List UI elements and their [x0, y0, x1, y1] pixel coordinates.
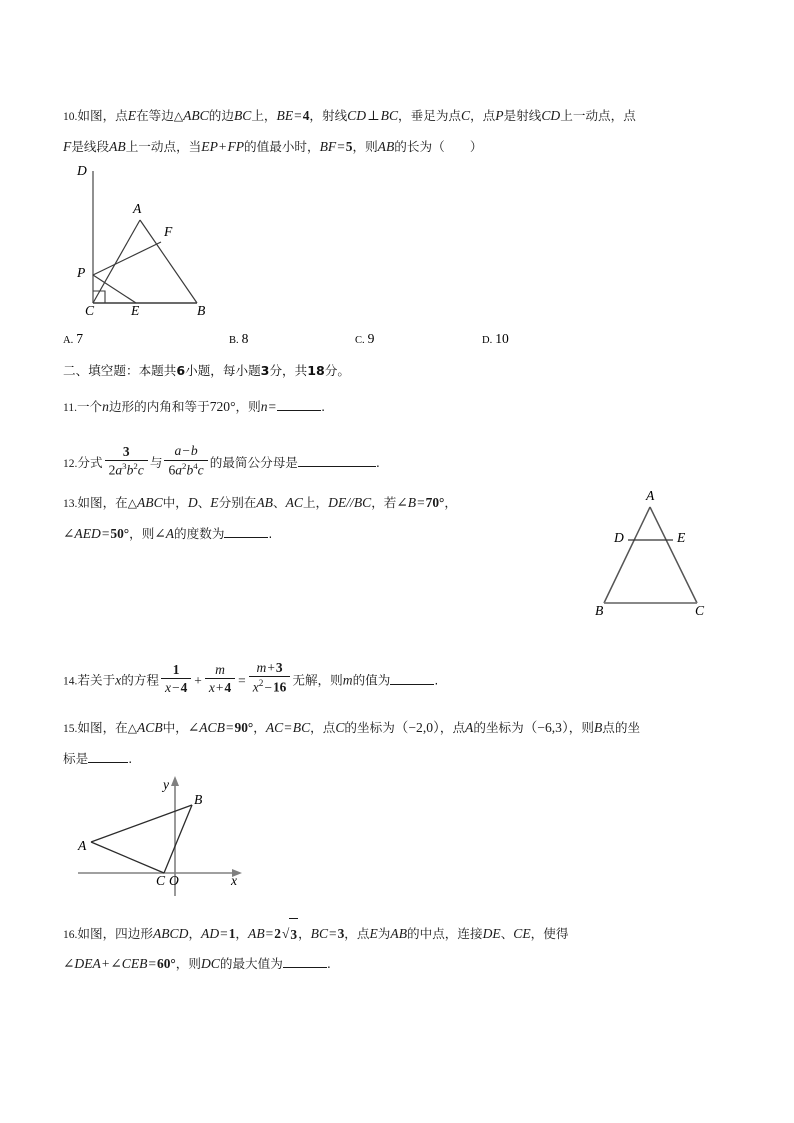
q13-text-2: 中， — [162, 495, 188, 510]
q10-label-f: F — [164, 224, 173, 239]
q10-text-5: 射线 — [321, 108, 348, 123]
q15-text-10: 标是 — [63, 751, 89, 766]
q10-label-p: P — [77, 265, 86, 280]
q12-f1-coef: 2 — [108, 461, 116, 477]
q16-text-11: 的最大值为 — [219, 956, 283, 971]
q16-text-8: 、 — [500, 926, 514, 941]
q16-eq-4: = — [148, 956, 157, 971]
q14-f3-plus: + — [267, 660, 275, 675]
q15-eq-1: = — [225, 720, 234, 735]
question-16-line2 — [63, 948, 683, 979]
q12-f2-minus: − — [182, 443, 190, 458]
q13-period: . — [268, 526, 273, 541]
q12-f2-b-exp: 4 — [193, 460, 198, 471]
q15-triangle-symbol: △ — [127, 721, 137, 735]
q10-seg-ab: AB — [109, 139, 126, 154]
q16-ad: AD — [201, 926, 220, 941]
q10-val-5: 5 — [345, 139, 353, 154]
q16-val-ad: 1 — [228, 926, 236, 941]
q12-f1-a: a — [115, 461, 123, 477]
q15-text-7: 的坐标为 — [473, 720, 524, 735]
q12-f2-den-a: a — [175, 461, 183, 477]
question-15-figure — [70, 772, 305, 900]
option-a[interactable] — [63, 330, 83, 348]
question-11-number: 11. — [63, 402, 77, 414]
q10-pt-p: P — [495, 108, 504, 123]
q10-eq-2: = — [337, 139, 345, 154]
q13-text-6: 上， — [302, 495, 329, 510]
q12-f1-c: c — [137, 461, 144, 477]
q13-angle-b: ∠B — [396, 495, 417, 510]
q10-text-9: 上一动点，点 — [560, 108, 636, 123]
q16-seg-ce: CE — [513, 926, 531, 941]
q10-seg-bc: BC — [233, 108, 252, 123]
q12-f1-b-exp: 2 — [133, 460, 138, 471]
q16-eq-2: = — [265, 926, 274, 941]
q11-var-n: n — [102, 399, 109, 414]
q12-frac2-denominator — [164, 460, 207, 478]
q10-bf: BF — [319, 139, 337, 154]
q16-val-60: 60° — [157, 956, 176, 971]
q13-val-b: 70° — [425, 495, 445, 510]
q12-text-3: 的最简公分母是 — [209, 455, 298, 471]
q15-coord-c: （−2,0） — [394, 720, 440, 735]
q13-angle-a: ∠A — [154, 526, 175, 541]
q13-label-d: D — [614, 530, 624, 545]
section-2-count: 6 — [176, 363, 186, 378]
q13-label-b: B — [595, 603, 604, 618]
q10-triangle-symbol: △ — [173, 109, 184, 123]
q15-pt-a: A — [465, 720, 474, 735]
q11-period: . — [321, 399, 326, 414]
q16-eq-1: = — [220, 926, 228, 941]
q16-text-4: ， — [298, 926, 311, 941]
q14-f1-4: 4 — [180, 679, 188, 695]
q14-var-m: m — [342, 672, 353, 688]
q12-fraction-2 — [164, 443, 207, 477]
section-2-mid-1: 小题，每小题 — [185, 363, 261, 378]
q14-answer-blank[interactable] — [390, 684, 434, 685]
q14-text-1: 若关于 — [77, 672, 116, 688]
q13-text-10: 的度数为 — [174, 526, 225, 541]
segment-pe — [93, 275, 136, 303]
option-c-value: 9 — [367, 331, 375, 346]
q14-f2-plus: + — [215, 679, 224, 695]
q15-text-6: ，点 — [439, 720, 466, 735]
q15-coord-a: （−6,3） — [523, 720, 569, 735]
segment-ac-13 — [650, 507, 697, 603]
option-d-label: D. — [482, 335, 493, 346]
option-b-label: B. — [229, 335, 239, 346]
q10-val-4: 4 — [302, 108, 310, 123]
q16-ab-root: 3 — [289, 918, 298, 950]
option-c-label: C. — [355, 335, 365, 346]
q14-f3-minus: − — [264, 679, 272, 695]
q11-text-3: ，则 — [235, 399, 261, 414]
q12-f2-den-c: c — [197, 461, 204, 477]
q10-var-e: E — [127, 108, 137, 123]
q15-text-8: ，则 — [568, 720, 594, 735]
q15-period: . — [128, 751, 133, 766]
q16-text-1: 如图，四边形 — [77, 926, 153, 941]
q15-pt-b: B — [593, 720, 603, 735]
section-2-prefix: 二、填空题：本题共 — [63, 363, 177, 378]
q16-ab-coef: 2 — [274, 926, 281, 941]
q16-text-7: 的中点，连接 — [407, 926, 483, 941]
q10-label-d: D — [77, 163, 87, 178]
q12-text-1: 分式 — [77, 455, 103, 471]
q14-f1-den — [161, 678, 191, 695]
q12-answer-blank[interactable] — [298, 466, 376, 467]
option-b-value: 8 — [241, 331, 249, 346]
q12-f1-a-exp: 3 — [122, 460, 127, 471]
q14-plus: + — [194, 672, 202, 688]
question-14 — [63, 660, 438, 698]
question-15-line2 — [63, 743, 132, 774]
question-10 — [63, 100, 763, 133]
option-b[interactable] — [229, 330, 248, 348]
q10-text-6: 垂足为点 — [410, 108, 461, 123]
q13-par-bc: BC — [353, 495, 372, 510]
q14-f3-exp: 2 — [258, 678, 264, 689]
q16-pt-e: E — [369, 926, 378, 941]
q16-text-2: ， — [188, 926, 202, 941]
section-2-mid-2: 分，共 — [269, 363, 308, 378]
question-13-figure — [585, 483, 715, 618]
question-10-number: 10. — [63, 111, 78, 123]
section-2-total: 18 — [307, 363, 325, 378]
q10-seg-ab-2: AB — [377, 139, 395, 154]
q10-text-3: 的边 — [208, 108, 234, 123]
q11-answer-blank[interactable] — [277, 410, 321, 411]
q10-ray-cd-2: CD — [541, 108, 561, 123]
q13-seg-ab: AB — [256, 495, 273, 510]
q16-text-10: ，则 — [175, 956, 201, 971]
q14-f1-x: x — [164, 679, 172, 695]
q16-seg-dc: DC — [200, 956, 220, 971]
q10-text-2: 在等边 — [136, 108, 174, 123]
q15-text-1: 如图，在 — [77, 720, 128, 735]
q13-pt-e: E — [210, 495, 219, 510]
q13-eq-1: = — [417, 495, 425, 510]
q10-expr-ep: EP — [201, 139, 218, 154]
q14-fraction-1 — [161, 662, 191, 695]
segment-ab-13 — [604, 507, 650, 603]
q13-text-3: 、 — [197, 495, 211, 510]
q13-text-5: 、 — [272, 495, 286, 510]
q14-f3-16: 16 — [272, 679, 287, 695]
q14-f2-den — [205, 678, 235, 695]
question-15-number: 15. — [63, 723, 78, 735]
q12-f2-den-b: b — [186, 461, 194, 477]
q13-label-a: A — [646, 488, 655, 503]
option-a-value: 7 — [76, 331, 84, 346]
q11-text-2: 边形的内角和等于 — [108, 399, 210, 414]
q14-text-3: 无解，则 — [292, 672, 343, 688]
q10-perp-symbol: ⊥ — [367, 108, 380, 123]
q14-period: . — [434, 672, 439, 688]
q16-angle-ceb: ∠CEB — [110, 956, 148, 971]
q14-fraction-3 — [249, 660, 291, 695]
q15-text-4: ，点 — [310, 720, 336, 735]
question-15 — [63, 712, 778, 745]
question-14-number: 14. — [63, 675, 78, 688]
q15-text-3: ， — [253, 720, 266, 735]
q13-triangle-symbol: △ — [127, 496, 137, 510]
question-16 — [63, 917, 683, 951]
q13-answer-blank[interactable] — [224, 537, 268, 538]
q16-ab: AB — [248, 926, 265, 941]
q10-expr-fp: FP — [227, 139, 245, 154]
q10-be: BE — [276, 108, 294, 123]
q10-text-11: 上一动点，当 — [125, 139, 202, 154]
q10-triangle-abc: ABC — [183, 108, 209, 123]
q15-eq-2: = — [284, 720, 292, 735]
q14-f2-x: x — [208, 679, 215, 695]
q10-text-10: 是线段 — [71, 139, 110, 154]
q14-f3-num — [249, 660, 291, 676]
question-11 — [63, 391, 325, 424]
q16-eq-3: = — [329, 926, 337, 941]
q13-par-de: DE — [328, 495, 347, 510]
q14-fraction-2 — [205, 662, 235, 695]
question-13 — [63, 487, 603, 520]
q15-text-9: 点的坐 — [602, 720, 641, 735]
q13-text-8: ， — [444, 495, 457, 510]
q10-var-f: F — [63, 139, 72, 154]
segment-pf — [93, 242, 161, 275]
q10-text-1: 如图，点 — [77, 108, 128, 123]
q16-text-3: ， — [235, 926, 249, 941]
q13-text-7: ，若 — [371, 495, 397, 510]
q15-text-5: 的坐标为 — [344, 720, 395, 735]
q16-plus: + — [101, 956, 110, 971]
q15-label-x: x — [231, 873, 238, 888]
q13-label-e: E — [677, 530, 686, 545]
question-12 — [63, 443, 380, 480]
q14-f2-num: m — [215, 661, 225, 677]
q13-eq-2: = — [101, 526, 110, 541]
option-c[interactable] — [355, 330, 374, 348]
radical-sign: √ — [281, 926, 290, 941]
q14-f1-num: 1 — [172, 661, 180, 677]
q14-text-4: 的值为 — [352, 672, 391, 688]
question-12-number: 12. — [63, 458, 78, 471]
q15-label-o: O — [169, 873, 179, 888]
q12-frac2-numerator — [164, 443, 207, 460]
q14-f3-m: m — [256, 660, 267, 675]
q15-val-90: 90° — [234, 720, 254, 735]
question-10-options — [63, 330, 763, 354]
option-d[interactable] — [482, 330, 509, 348]
segment-ab-15 — [91, 805, 192, 842]
q15-pt-c: C — [335, 720, 345, 735]
q16-answer-blank[interactable] — [283, 967, 327, 968]
q14-f1-minus: − — [172, 679, 180, 695]
q10-comma-3: ， — [470, 108, 483, 123]
q12-f1-b: b — [126, 461, 134, 477]
q15-label-b: B — [194, 792, 203, 807]
q14-equals: = — [238, 672, 246, 688]
q10-pt-c: C — [461, 108, 471, 123]
q12-f2-b: b — [190, 443, 198, 458]
q10-eq-1: = — [294, 108, 302, 123]
q16-val-bc: 3 — [337, 926, 345, 941]
q15-label-c: C — [156, 873, 166, 888]
q10-text-14: 的长为（ ） — [394, 139, 483, 154]
q13-text-9: ，则 — [129, 526, 155, 541]
question-16-number: 16. — [63, 929, 78, 941]
q14-f3-x: x — [252, 679, 259, 695]
q15-label-y: y — [163, 777, 170, 792]
q15-triangle-acb: ACB — [136, 720, 163, 735]
option-d-value: 10 — [495, 331, 509, 346]
q10-diagram-svg — [60, 160, 290, 325]
q13-label-c: C — [695, 603, 705, 618]
q12-frac1-denominator — [105, 460, 148, 478]
q12-frac1-numerator: 3 — [122, 443, 130, 459]
q10-ray-cd: CD — [347, 108, 367, 123]
q15-angle-acb: ∠ACB — [187, 720, 225, 735]
q13-triangle-abc: ABC — [136, 495, 163, 510]
segment-cb-15 — [164, 805, 192, 873]
q16-seg-de: DE — [482, 926, 501, 941]
q10-text-7: 点 — [482, 108, 496, 123]
q15-label-a: A — [78, 838, 87, 853]
q11-text-1: 一个 — [76, 399, 103, 414]
q16-quad-abcd: ABCD — [152, 926, 189, 941]
q14-f3-den — [249, 676, 291, 695]
q10-label-c: C — [85, 303, 95, 318]
q12-period: . — [375, 455, 380, 471]
q13-seg-ac: AC — [285, 495, 303, 510]
q10-text-13: 则 — [365, 139, 378, 154]
q10-text-12: 的值最小时， — [244, 139, 320, 154]
q10-label-b: B — [197, 303, 206, 318]
q13-angle-aed: ∠AED — [63, 526, 101, 541]
q13-text-1: 如图，在 — [77, 495, 128, 510]
q16-text-5: ，点 — [344, 926, 370, 941]
q15-answer-blank[interactable] — [88, 762, 128, 763]
question-13-number: 13. — [63, 498, 78, 510]
q11-var-n-2: n — [260, 399, 268, 414]
q10-comma-4: ， — [352, 139, 366, 154]
q14-text-2: 的方程 — [121, 672, 159, 688]
q11-value: 720° — [209, 399, 236, 414]
question-10-line2 — [63, 131, 763, 162]
q10-comma-2: ， — [398, 108, 411, 123]
q10-text-4: 上， — [251, 108, 277, 123]
q10-perp-bc: BC — [380, 108, 399, 123]
q13-text-4: 分别在 — [218, 495, 257, 510]
q11-equals: = — [268, 399, 277, 414]
q16-seg-ab: AB — [390, 926, 407, 941]
q16-period: . — [326, 956, 331, 971]
q12-fraction-1 — [105, 444, 148, 478]
q16-text-9: ，使得 — [530, 926, 569, 941]
segment-ac-15 — [91, 842, 164, 873]
q15-diagram-svg — [70, 772, 305, 900]
q15-ac: AC — [265, 720, 284, 735]
q16-bc: BC — [310, 926, 329, 941]
q12-f2-a-exp: 2 — [182, 460, 187, 471]
q15-bc: BC — [292, 720, 311, 735]
question-13-line2 — [63, 518, 603, 549]
option-a-label: A. — [63, 335, 74, 346]
q10-text-8: 是射线 — [503, 108, 542, 123]
q10-label-e: E — [131, 303, 140, 318]
section-2-header — [63, 360, 350, 379]
q10-label-a: A — [133, 201, 142, 216]
q14-f3-3: 3 — [275, 660, 283, 675]
q12-f2-a: a — [174, 443, 182, 458]
q14-var-x: x — [115, 672, 122, 688]
section-2-suffix: 分。 — [324, 363, 350, 378]
y-axis-arrow — [171, 776, 179, 786]
q13-par-symbol: // — [346, 495, 354, 510]
q16-sqrt — [281, 917, 298, 949]
section-2-per: 3 — [260, 363, 270, 378]
q16-text-6: 为 — [377, 926, 391, 941]
question-10-figure — [60, 160, 290, 325]
q13-pt-d: D — [187, 495, 198, 510]
q10-plus: + — [218, 139, 227, 154]
q15-text-2: 中， — [162, 720, 188, 735]
q13-val-aed: 50° — [110, 526, 130, 541]
q16-angle-dea: ∠DEA — [63, 956, 101, 971]
q14-f2-4: 4 — [224, 679, 232, 695]
q10-comma-1: ， — [309, 108, 322, 123]
q12-text-2: 与 — [149, 455, 163, 471]
q12-f2-coef: 6 — [168, 461, 176, 477]
